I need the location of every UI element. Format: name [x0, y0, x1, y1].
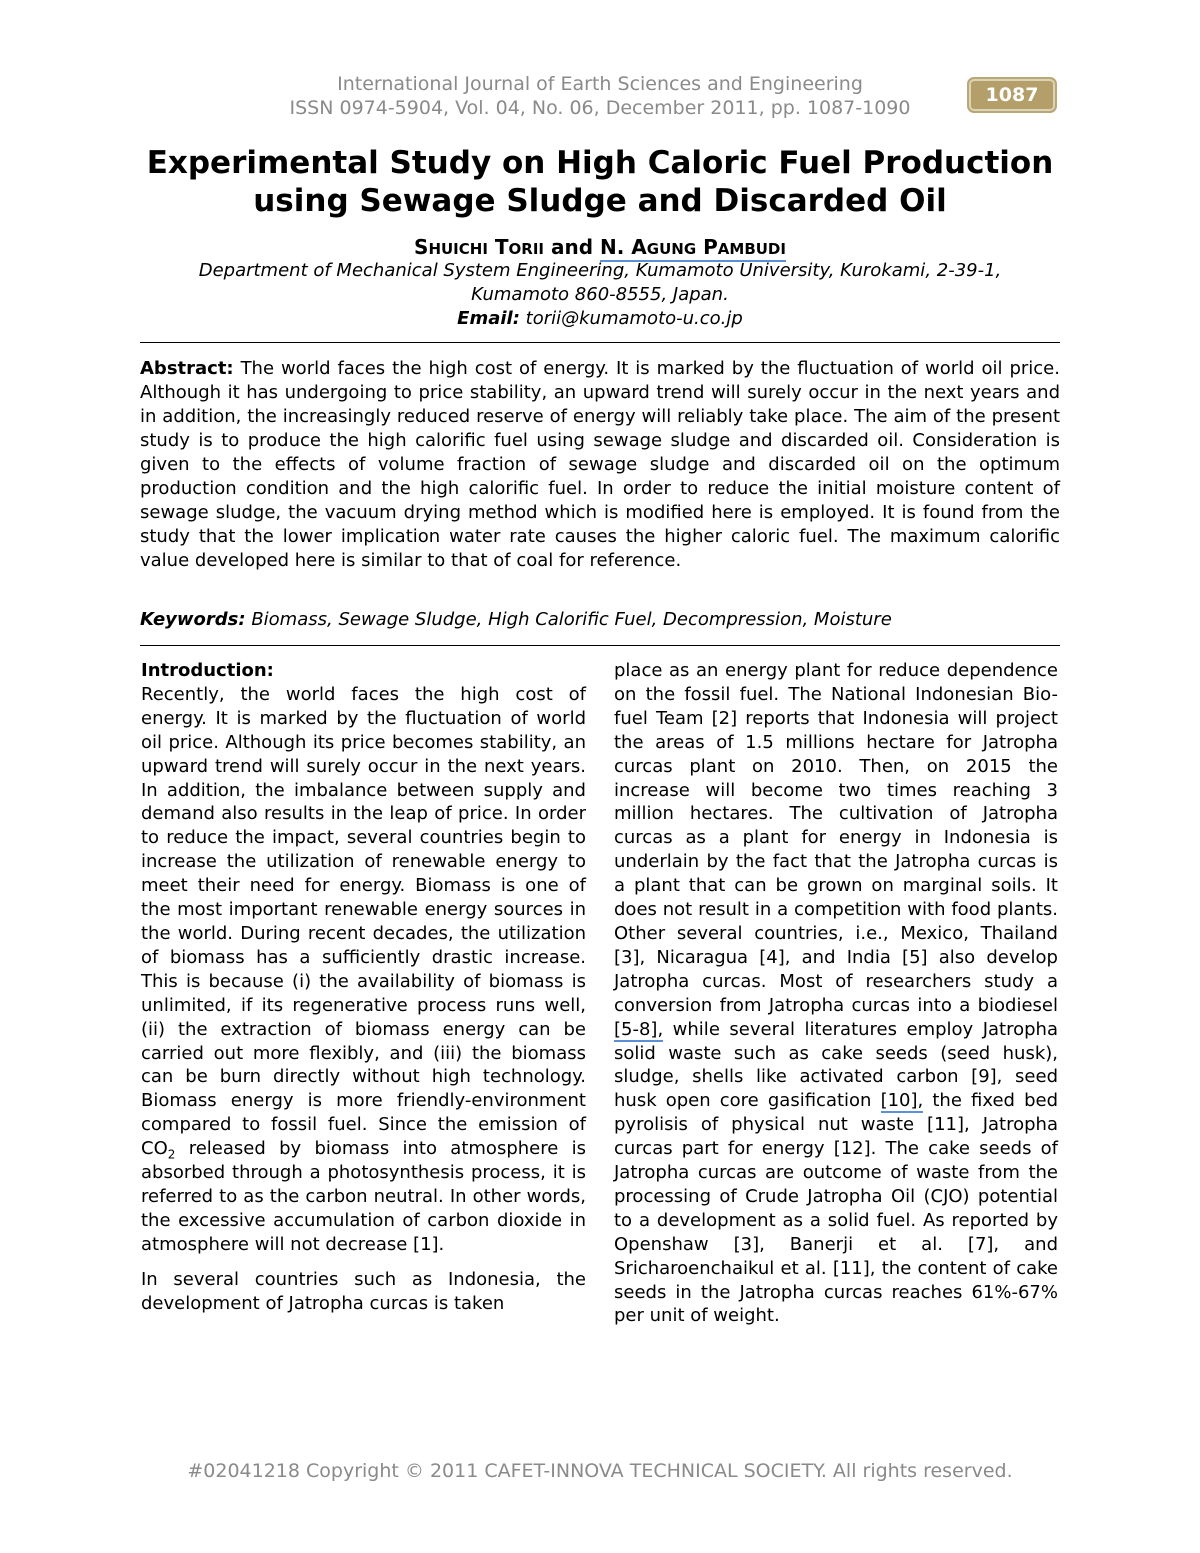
- top-divider: [140, 342, 1060, 343]
- author-1: [414, 235, 544, 259]
- introduction-paragraph-1: [141, 683, 586, 1257]
- keywords-text: Biomass, Sewage Sludge, High Calorific Fuel, Decompression, Moisture: [251, 609, 892, 630]
- author-1-last-rest: ORII: [508, 240, 544, 258]
- co2-subscript: 2: [167, 1147, 176, 1162]
- introduction-heading: Introduction:: [141, 660, 274, 681]
- title-line-1: Experimental Study on High Caloric Fuel Production: [146, 145, 1054, 181]
- title-line-2: using Sewage Sludge and Discarded Oil: [253, 183, 947, 219]
- introduction-paragraph-2-cont: [614, 659, 1058, 1328]
- left-column: [141, 659, 586, 1315]
- intro-p2-text-b: while several literatures employ Jatropha solid waste such as cake seeds (seed husk), sludge, shells like activated carbon [9], seed husk open core gasification: [614, 1018, 1058, 1112]
- affiliation: [140, 259, 1060, 331]
- author-2-link[interactable]: [600, 235, 786, 262]
- bottom-divider: [140, 645, 1060, 646]
- page-number-badge: 1087: [967, 77, 1057, 113]
- author-1-first-rest: HUICHI: [428, 240, 488, 258]
- abstract: [140, 357, 1060, 573]
- affiliation-line-2: Kumamoto 860-8555, Japan.: [471, 284, 729, 305]
- copyright-footer: #02041218 Copyright © 2011 CAFET-INNOVA TECHNICAL SOCIETY. All rights reserved.: [187, 1460, 1013, 1482]
- journal-name: International Journal of Earth Sciences and Engineering: [337, 73, 863, 95]
- author-2-last-initial: P: [703, 235, 718, 259]
- intro-p2-text-c: the fixed bed pyrolisis of physical nut waste [11], Jatropha curcas part for energy [12]. The cake seeds of Jatropha curcas are outcome of waste from the processing of Crude Jatropha Oil (CJO) potential to a development as a solid fuel. As reported by Openshaw [3], Banerji et al. [7], and Sricharoenchaikul et al. [11], the content of cake seeds in the Jatropha curcas reaches 61%-67% per unit of weight.: [614, 1090, 1058, 1327]
- reference-link-10[interactable]: [10],: [880, 1090, 924, 1112]
- author-2-mid-rest: GUNG: [646, 240, 697, 258]
- author-1-last-initial: T: [494, 235, 509, 259]
- keywords-label: Keywords:: [140, 609, 246, 630]
- abstract-text: The world faces the high cost of energy. It is marked by the fluctuation of world oil price. Although it has undergoing to price stability, an upward trend will surely occur in the next years and in addition, the increasingly reduced reserve of energy will reliably take place. The aim of the present study is to produce the high calorific fuel using sewage sludge and discarded oil. Consideration is given to the effects of volume fraction of sewage sludge and discarded oil on the optimum production condition and the high calorific fuel. In order to reduce the initial moisture content of sewage sludge, the vacuum drying method which is modified here is employed. It is found from the study that the lower implication water rate causes the higher caloric fuel. The maximum calorific value developed here is similar to that of coal for reference.: [140, 358, 1060, 571]
- author-2-prefix: N. A: [600, 235, 647, 259]
- right-column: [614, 659, 1058, 1328]
- keywords: [140, 608, 1060, 632]
- author-2-last-rest: AMBUDI: [717, 240, 786, 258]
- intro-p2-text-a: place as an energy plant for reduce dependence on the fossil fuel. The National Indonesian Bio-fuel Team [2] reports that Indonesia will project the areas of 1.5 millions hectare for Jatropha curcas plant on 2010. Then, on 2015 the increase will become two times reaching 3 million hectares. The cultivation of Jatropha curcas as a plant for energy in Indonesia is underlain by the fact that the Jatropha curcas is a plant that can be grown on marginal soils. It does not result in a competition with food plants. Other several countries, i.e., Mexico, Thailand [3], Nicaragua [4], and India [5] also develop Jatropha curcas. Most of researchers study a conversion from Jatropha curcas into a biodiesel: [614, 660, 1058, 1016]
- email-line: [140, 307, 1060, 331]
- intro-p1-text-b: released by biomass into atmosphere is absorbed through a photosynthesis process, it is referred to as the carbon neutral. In other words, the excessive accumulation of carbon dioxide in atmosphere will not decrease [1].: [141, 1138, 586, 1255]
- affiliation-line-1: Department of Mechanical System Engineering, Kumamoto University, Kurokami, 2-39-1,: [198, 260, 1002, 281]
- introduction-paragraph-2-start: In several countries such as Indonesia, the development of Jatropha curcas is taken: [141, 1268, 586, 1314]
- paper-title: [100, 144, 1100, 220]
- journal-issn: ISSN 0974-5904, Vol. 04, No. 06, December 2011, pp. 1087-1090: [289, 97, 911, 119]
- author-list: [0, 234, 1200, 262]
- reference-link-5-8[interactable]: [5-8],: [614, 1018, 664, 1040]
- email-label: Email:: [457, 308, 520, 329]
- abstract-label: Abstract:: [140, 358, 234, 379]
- intro-p1-text-a: Recently, the world faces the high cost of energy. It is marked by the fluctuation of world oil price. Although its price becomes stability, an upward trend will surely occur in the next years. In addition, the imbalance between supply and demand also results in the leap of price. In order to reduce the impact, several countries begin to increase the utilization of renewable energy to meet their need for energy. Biomass is one of the most important renewable energy sources in the world. During recent decades, the utilization of biomass has a sufficiently drastic increase. This is because (i) the availability of biomass is unlimited, if its regenerative process runs well, (ii) the extraction of biomass energy can be carried out more flexibly, and (iii) the biomass can be burn directly without high technology. Biomass energy is more friendly-environment compared to fossil fuel. Since the emission of CO: [141, 683, 586, 1160]
- author-conjunction: and: [550, 235, 594, 259]
- email-address: torii@kumamoto-u.co.jp: [525, 308, 743, 329]
- author-1-first-initial: S: [414, 235, 429, 259]
